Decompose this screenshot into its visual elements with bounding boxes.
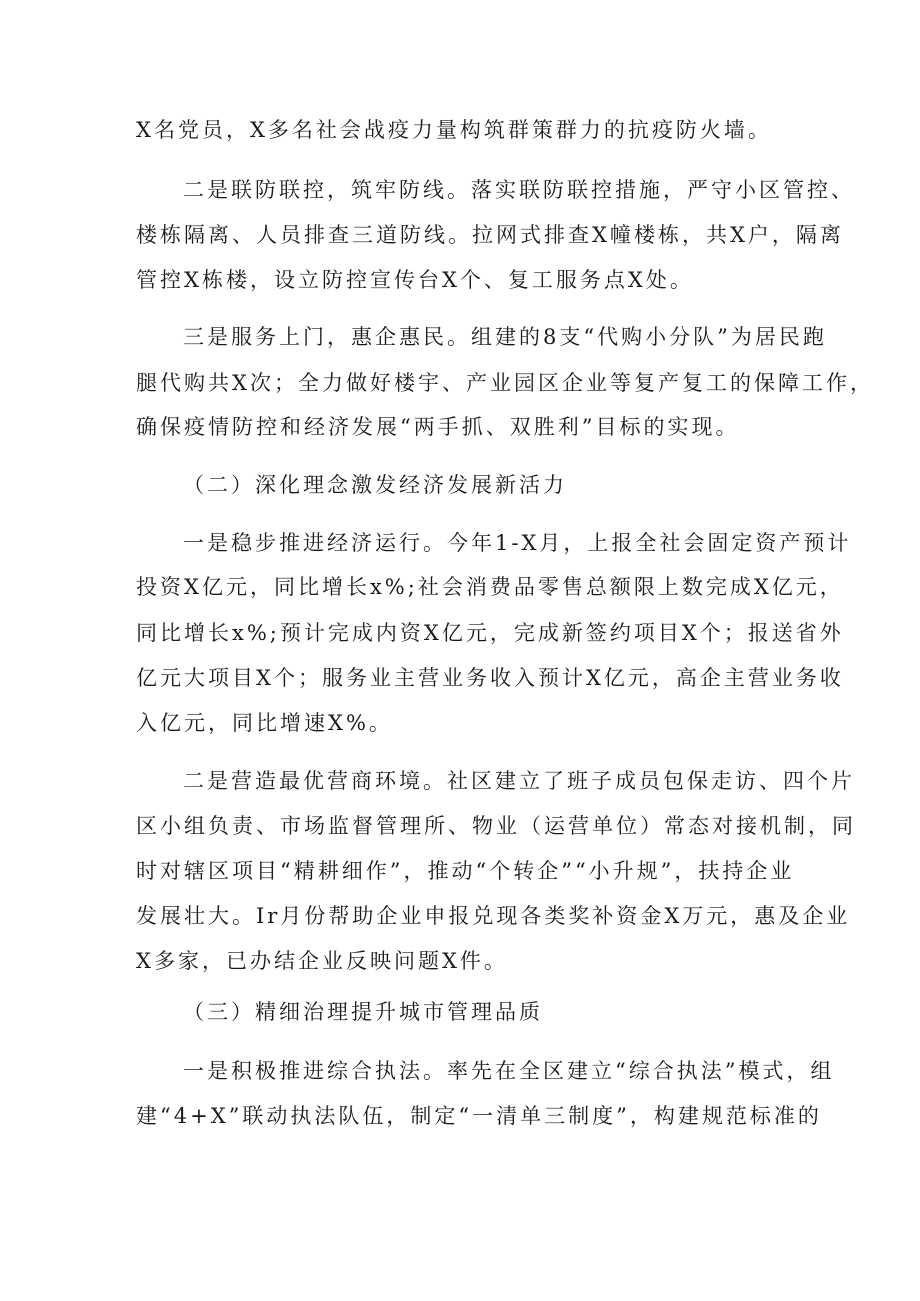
paragraph-start-line: 一是积极推进综合执法。率先在全区建立“综合执法”模式，组 [183, 1059, 835, 1083]
text-line: 区小组负责、市场监督管理所、物业（运营单位）常态对接机制，同 [136, 814, 856, 838]
text-line: 确保疫情防控和经济发展“两手抓、双胜利”目标的实现。 [136, 415, 740, 439]
text-line: X多家，已办结企业反映问题X件。 [136, 949, 508, 973]
text-line: 建“4+X”联动执法队伍，制定“一清单三制度”，构建规范标准的 [136, 1104, 822, 1128]
text-line: 投资X亿元，同比增长x%;社会消费品零售总额限上数完成X亿元， [136, 575, 844, 599]
paragraph-start-line: 一是稳步推进经济运行。今年1-X月，上报全社会固定资产预计 [183, 531, 852, 555]
text-line: 管控X栋楼，设立防控宣传台X个、复工服务点X处。 [136, 268, 694, 292]
text-line: 入亿元，同比增速X%。 [136, 711, 393, 735]
paragraph-start-line: 二是营造最优营商环境。社区建立了班子成员包保走访、四个片 [183, 769, 855, 793]
text-line: 同比增长x%;预计完成内资X亿元，完成新签约项目X个；报送省外 [136, 621, 844, 645]
text-line: 发展壮大。Ir月份帮助企业申报兑现各类奖补资金X万元，惠及企业 [136, 904, 851, 928]
text-line: 腿代购共X次；全力做好楼宇、产业园区企业等复产复工的保障工作， [136, 371, 874, 395]
text-line: 亿元大项目X个；服务业主营业务收入预计X亿元，高企主营业务收 [136, 666, 844, 690]
paragraph-start-line: 三是服务上门，惠企惠民。组建的8支“代购小分队”为居民跑 [183, 325, 827, 349]
text-line: 时对辖区项目“精耕细作”，推动“个转企”“小升规”，扶持企业 [136, 859, 795, 883]
section-heading: （二）深化理念激发经济发展新活力 [183, 473, 567, 497]
paragraph-start-line: 二是联防联控，筑牢防线。落实联防联控措施，严守小区管控、 [183, 178, 855, 202]
text-line: 楼栋隔离、人员排查三道防线。拉网式排查X幢楼栋，共X户，隔离 [136, 223, 844, 247]
text-line: X名党员，X多名社会战疫力量构筑群策群力的抗疫防火墙。 [136, 118, 772, 142]
section-heading: （三）精细治理提升城市管理品质 [183, 1000, 543, 1024]
